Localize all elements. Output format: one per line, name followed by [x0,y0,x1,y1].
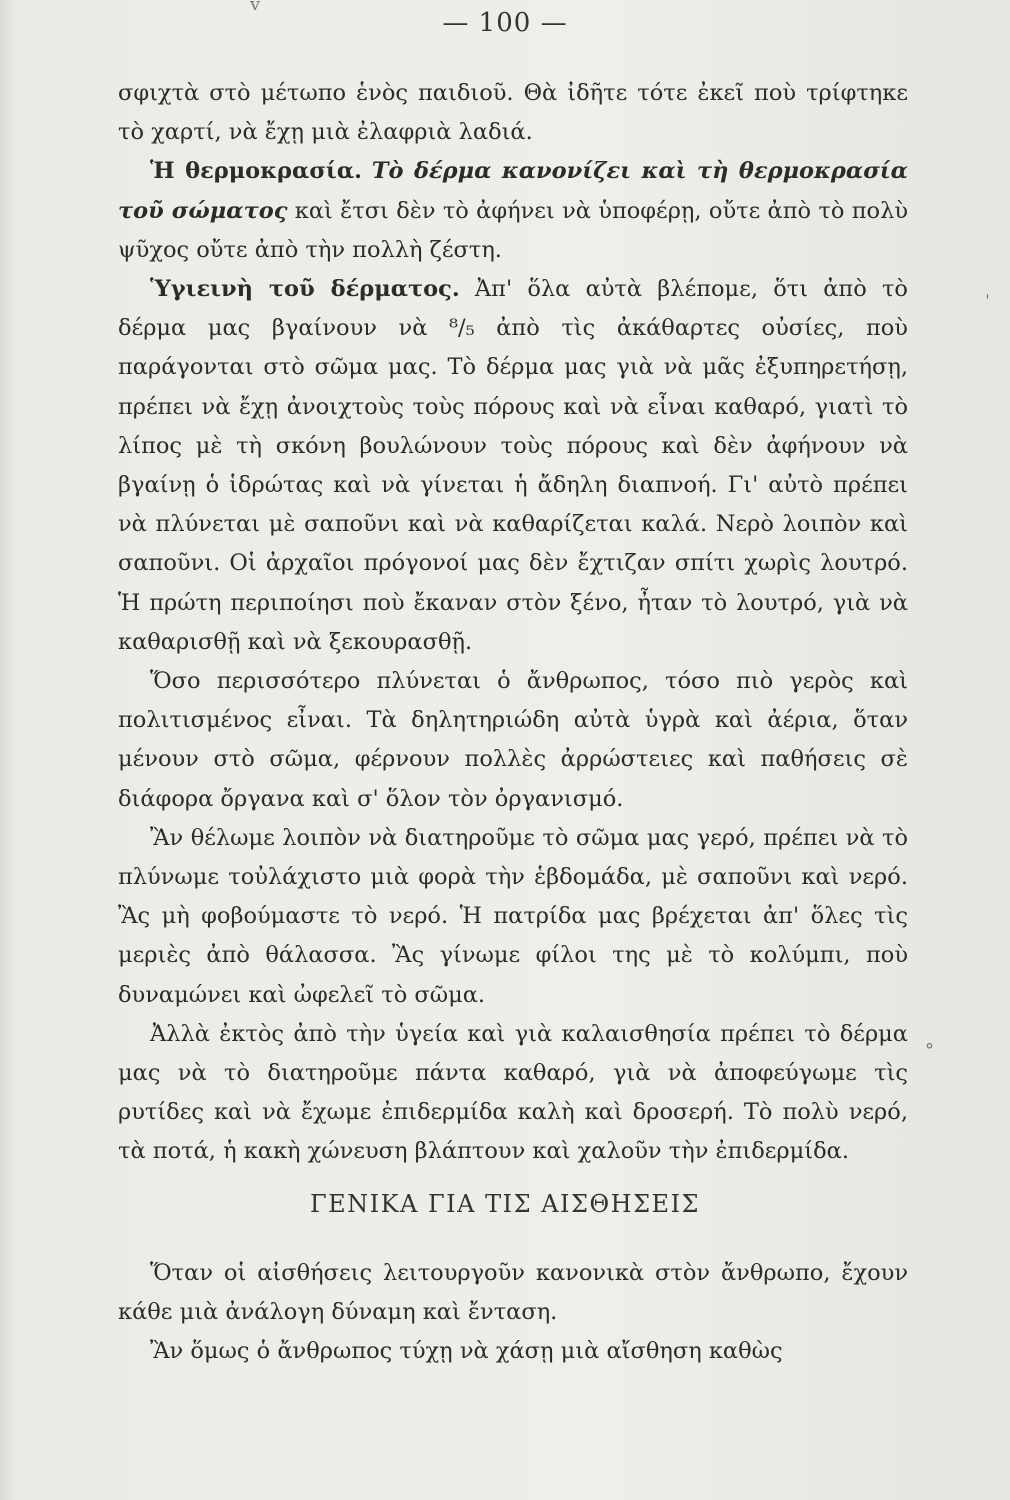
body-text [118,74,908,1172]
paragraph-2-body: καὶ ἔτσι δὲν τὸ ἀφήνει νὰ ὑποφέρῃ, οὔτε ἀπὸ τὸ πολὺ ψῦχος οὔτε ἀπὸ τὴν πολλὴ ζέστη. [118,197,909,263]
paragraph-2 [118,152,908,270]
section-text [118,1254,908,1372]
right-margin-dot: ° [925,1040,934,1061]
top-margin-mark: v [250,0,261,15]
paragraph-3-body: Ἀπ' ὅλα αὐτὰ βλέπομε, ὅτι ἀπὸ τὸ δέρμα μας βγαίνουν νὰ ⁸/₅ ἀπὸ τὶς ἀκάθαρτες οὐσίες, ποὺ παράγονται στὸ σῶμα μας. Τὸ δέρμα μας γιὰ νὰ μᾶς ἐξυπηρετήσῃ, πρέπει νὰ ἔχῃ ἀνοιχτοὺς τοὺς πόρους καὶ νὰ εἶναι καθαρό, γιατὶ τὸ λίπος μὲ τὴ σκόνη βουλώνουν τοὺς πόρους καὶ δὲν ἀφήνουν νὰ βγαίνῃ ὁ ἱδρώτας καὶ νὰ γίνεται ἡ ἄδηλη διαπνοή. Γι' αὐτὸ πρέπει νὰ πλύνεται μὲ σαποῦνι καὶ νὰ καθαρίζεται καλά. Νερὸ λοιπὸν καὶ σαποῦνι. Οἱ ἀρχαῖοι πρόγονοί μας δὲν ἔχτιζαν σπίτι χωρὶς λουτρό. Ἡ πρώτη περιποίησι ποὺ ἔκαναν στὸν ξένο, ἦταν τὸ λουτρό, γιὰ νὰ καθαρισθῇ καὶ νὰ ξεκουρασθῇ. [118,276,908,655]
section-paragraph-2: Ἂν ὅμως ὁ ἄνθρωπος τύχῃ νὰ χάσῃ μιὰ αἴσθηση καθὼς [150,1338,783,1365]
right-margin-mark: ˈ [985,292,990,313]
paragraph-5: Ἂν θέλωμε λοιπὸν νὰ διατηροῦμε τὸ σῶμα μας γερό, πρέπει νὰ τὸ πλύνωμε τοὐλάχιστο μιὰ φορὰ τὴν ἑβδομάδα, μὲ σαποῦνι καὶ νερό. Ἂς μὴ φοβούμαστε τὸ νερό. Ἡ πατρίδα μας βρέχεται ἀπ' ὅλες τὶς μεριὲς ἀπὸ θάλασσα. Ἂς γίνωμε φίλοι της μὲ τὸ κολύμπι, ποὺ δυναμώνει καὶ ὠφελεῖ τὸ σῶμα. [118,824,908,1008]
paragraph-4: Ὅσο περισσότερο πλύνεται ὁ ἄνθρωπος, τόσο πιὸ γερὸς καὶ πολιτισμένος εἶναι. Τὰ δηλητηριώδη αὐτὰ ὑγρὰ καὶ ἀέρια, ὅταν μένουν στὸ σῶμα, φέρνουν πολλὲς ἀρρώστειες καὶ παθήσεις σὲ διάφορα ὄργανα καὶ σ' ὅλον τὸν ὀργανισμό. [118,668,908,812]
paragraph-2-emphasis: Τὸ δέρμα κανονίζει καὶ τὴ θερμοκρασία τοῦ σώματος [118,158,908,224]
paragraph-3-lead: Ὑγιεινὴ τοῦ δέρματος. [150,276,460,303]
paragraph-2-lead: Ἡ θερμοκρασία. [150,158,362,185]
section-paragraph-1: Ὅταν οἱ αἰσθήσεις λειτουργοῦν κανονικὰ στὸν ἄνθρωπο, ἔχουν κάθε μιὰ ἀνάλογη δύναμη καὶ ἔνταση. [118,1260,908,1326]
paragraph-3 [118,270,908,662]
page-number: — 100 — [442,8,568,38]
paragraph-6: Ἀλλὰ ἐκτὸς ἀπὸ τὴν ὑγεία καὶ γιὰ καλαισθησία πρέπει τὸ δέρμα μας νὰ τὸ διατηροῦμε πάντα καθαρό, γιὰ νὰ ἀποφεύγωμε τὶς ρυτίδες καὶ νὰ ἔχωμε ἐπιδερμίδα καλὴ καὶ δροσερή. Τὸ πολὺ νερό, τὰ ποτά, ἡ κακὴ χώνευση βλάπτουν καὶ χαλοῦν τὴν ἐπιδερμίδα. [118,1020,908,1165]
section-heading: ΓΕΝΙΚΑ ΓΙΑ ΤΙΣ ΑΙΣΘΗΣΕΙΣ [309,1190,701,1218]
paragraph-1: σφιχτὰ στὸ μέτωπο ἑνὸς παιδιοῦ. Θὰ ἰδῆτε τότε ἐκεῖ ποὺ τρίφτηκε τὸ χαρτί, νὰ ἔχῃ μιὰ ἐλαφριὰ λαδιά. [118,80,908,146]
